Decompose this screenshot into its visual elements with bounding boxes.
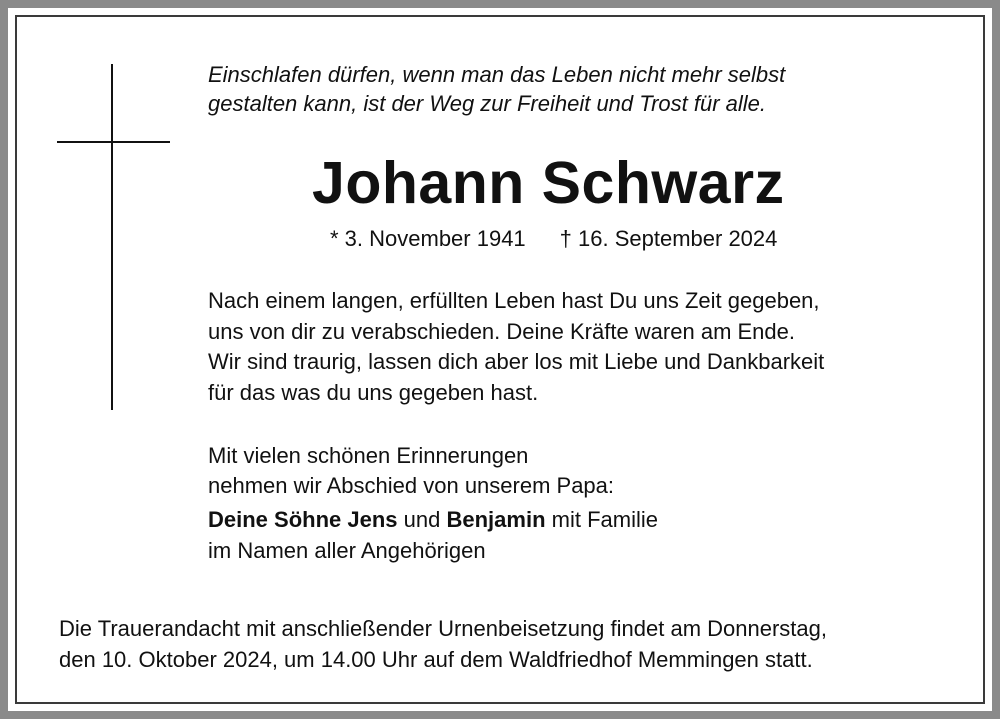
message-line: Nach einem langen, erfüllten Leben hast Du uns Zeit gegeben, — [208, 288, 820, 313]
cross-vertical-bar — [111, 64, 113, 410]
second-son-name: Benjamin — [446, 507, 546, 532]
service-announcement — [59, 613, 959, 675]
sons-names: Deine Söhne Jens — [208, 507, 398, 532]
conjunction: und — [403, 507, 441, 532]
farewell-message — [208, 286, 928, 408]
birth-date: * 3. November 1941 — [330, 226, 526, 251]
message-line: uns von dir zu verabschieden. Deine Kräfte waren am Ende. — [208, 318, 795, 344]
farewell-intro — [208, 441, 928, 501]
service-line: Die Trauerandacht mit anschließender Urnenbeisetzung findet am Donnerstag, — [59, 616, 827, 641]
mourners-line — [208, 504, 928, 535]
cross-horizontal-bar — [57, 141, 170, 143]
death-date: † 16. September 2024 — [559, 226, 778, 251]
farewell-line: nehmen wir Abschied von unserem Papa: — [208, 473, 615, 498]
deceased-name: Johann Schwarz — [312, 150, 785, 216]
life-dates — [330, 224, 777, 254]
farewell-line: Mit vielen schönen Erinnerungen — [208, 443, 529, 468]
message-line: für das was du uns gegeben hast. — [208, 379, 539, 405]
memorial-motto — [208, 60, 908, 118]
family-label: mit Familie — [551, 507, 658, 532]
message-line: Wir sind traurig, lassen dich aber los mit Liebe und Dankbarkeit — [208, 349, 825, 374]
motto-line: Einschlafen dürfen, wenn man das Leben nicht mehr selbst — [208, 62, 786, 87]
relatives-line: im Namen aller Angehörigen — [208, 538, 486, 563]
mourners-signature — [208, 504, 928, 566]
motto-line: gestalten kann, ist der Weg zur Freiheit und Trost für alle. — [208, 91, 767, 116]
service-line: den 10. Oktober 2024, um 14.00 Uhr auf dem Waldfriedhof Memmingen statt. — [59, 647, 813, 672]
